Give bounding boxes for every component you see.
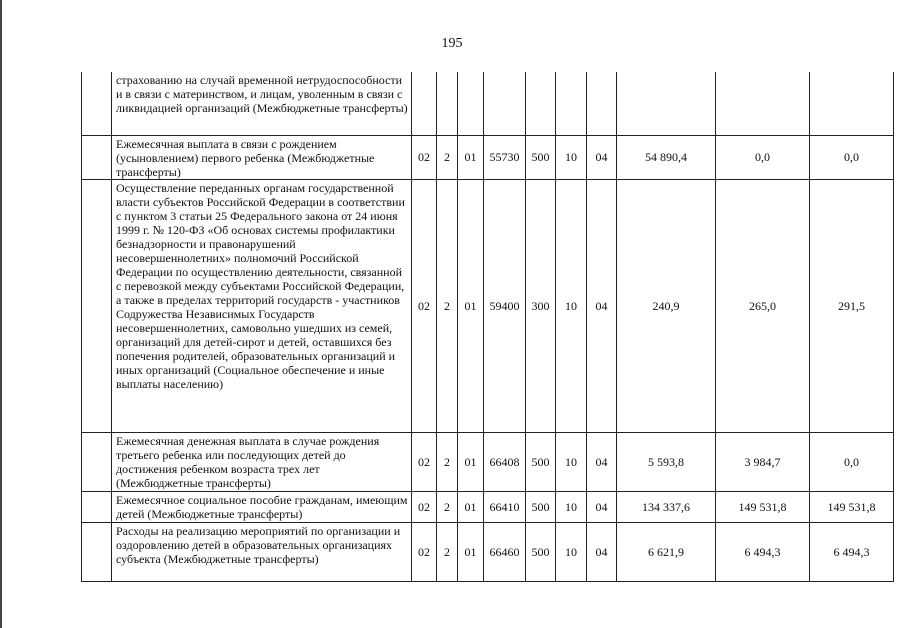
amount-cell: 6 494,3	[716, 522, 810, 581]
row-name: Ежемесячная денежная выплата в случае рождения третьего ребенка или последующих детей до достижения ребенком возраста трех лет (Межбюджетные трансферты)	[112, 432, 412, 491]
row-name: Расходы на реализацию мероприятий по организации и оздоровлению детей в образовательных организациях субъекта (Межбюджетные трансферты)	[112, 522, 412, 581]
code-cell: 66410	[484, 491, 526, 522]
row-name: страхованию на случай временной нетрудоспособности и в связи с материнством, и лицам, уволенным в связи с ликвидацией организаций (Межбюджетные трансферты)	[112, 72, 412, 135]
code-cell	[556, 72, 587, 135]
code-cell: 01	[458, 522, 484, 581]
table-row	[82, 179, 894, 432]
code-cell: 10	[556, 432, 587, 491]
amount-cell: 3 984,7	[716, 432, 810, 491]
code-cell: 10	[556, 491, 587, 522]
blank-cell	[82, 135, 112, 179]
code-cell	[484, 72, 526, 135]
amount-cell: 0,0	[810, 135, 894, 179]
code-cell: 500	[526, 491, 556, 522]
code-cell: 2	[437, 522, 458, 581]
amount-cell: 149 531,8	[810, 491, 894, 522]
code-cell: 02	[412, 491, 437, 522]
amount-cell: 134 337,6	[617, 491, 716, 522]
code-cell: 2	[437, 179, 458, 432]
amount-cell	[716, 72, 810, 135]
amount-cell: 0,0	[716, 135, 810, 179]
blank-cell	[82, 432, 112, 491]
code-cell	[458, 72, 484, 135]
budget-table	[81, 72, 894, 582]
code-cell: 02	[412, 522, 437, 581]
blank-cell	[82, 491, 112, 522]
code-cell: 01	[458, 491, 484, 522]
code-cell: 2	[437, 432, 458, 491]
code-cell: 02	[412, 179, 437, 432]
table-row	[82, 491, 894, 522]
code-cell: 02	[412, 432, 437, 491]
code-cell: 04	[587, 135, 617, 179]
page-number: 195	[441, 36, 463, 51]
code-cell	[412, 72, 437, 135]
code-cell: 59400	[484, 179, 526, 432]
amount-cell: 149 531,8	[716, 491, 810, 522]
code-cell: 2	[437, 135, 458, 179]
amount-cell: 54 890,4	[617, 135, 716, 179]
code-cell: 04	[587, 491, 617, 522]
code-cell	[526, 72, 556, 135]
row-name: Ежемесячное социальное пособие гражданам, имеющим детей (Межбюджетные трансферты)	[112, 491, 412, 522]
code-cell	[587, 72, 617, 135]
table-row	[82, 522, 894, 581]
code-cell: 55730	[484, 135, 526, 179]
amount-cell: 6 494,3	[810, 522, 894, 581]
amount-cell: 5 593,8	[617, 432, 716, 491]
blank-cell	[82, 179, 112, 432]
code-cell: 02	[412, 135, 437, 179]
code-cell: 01	[458, 432, 484, 491]
amount-cell: 291,5	[810, 179, 894, 432]
blank-cell	[82, 522, 112, 581]
row-name: Осуществление переданных органам государственной власти субъектов Российской Федерации в соответствии с пунктом 3 статьи 25 Федерального закона от 24 июня 1999 г. № 120-ФЗ «Об основах системы профилактики безнадзорности и правонарушений несовершеннолетних» полномочий Российской Федерации по осуществлению деятельности, связанной с перевозкой между субъектами Российской Федерации, а также в пределах территорий государств - участников Содружества Независимых Государств несовершеннолетних, самовольно ушедших из семей, организаций для детей-сирот и детей, оставшихся без попечения родителей, образовательных организаций и иных организаций (Социальное обеспечение и иные выплаты населению)	[112, 179, 412, 432]
code-cell: 10	[556, 135, 587, 179]
code-cell: 500	[526, 522, 556, 581]
code-cell: 500	[526, 135, 556, 179]
amount-cell	[810, 72, 894, 135]
blank-cell	[82, 72, 112, 135]
amount-cell: 265,0	[716, 179, 810, 432]
row-name: Ежемесячная выплата в связи с рождением (усыновлением) первого ребенка (Межбюджетные трансферты)	[112, 135, 412, 179]
code-cell: 04	[587, 522, 617, 581]
page-left-edge	[0, 0, 2, 628]
amount-cell: 240,9	[617, 179, 716, 432]
code-cell: 04	[587, 432, 617, 491]
amount-cell: 6 621,9	[617, 522, 716, 581]
amount-cell	[617, 72, 716, 135]
code-cell: 66408	[484, 432, 526, 491]
table-row	[82, 432, 894, 491]
code-cell: 300	[526, 179, 556, 432]
code-cell: 10	[556, 179, 587, 432]
code-cell: 10	[556, 522, 587, 581]
code-cell: 04	[587, 179, 617, 432]
code-cell: 66460	[484, 522, 526, 581]
code-cell	[437, 72, 458, 135]
code-cell: 500	[526, 432, 556, 491]
code-cell: 01	[458, 179, 484, 432]
code-cell: 01	[458, 135, 484, 179]
amount-cell: 0,0	[810, 432, 894, 491]
table-row	[82, 72, 894, 135]
table-row	[82, 135, 894, 179]
code-cell: 2	[437, 491, 458, 522]
